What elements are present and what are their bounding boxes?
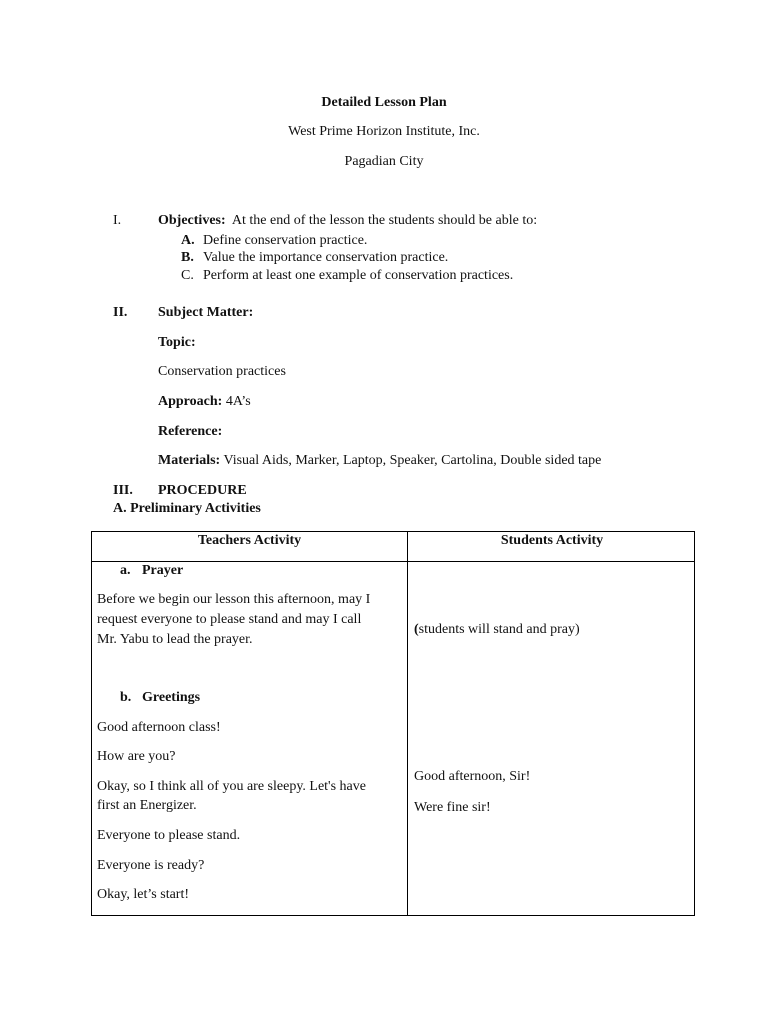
greetings-line-1: Good afternoon class! [97,720,221,735]
table-header-divider [92,561,694,562]
materials-label: Materials: [158,453,221,468]
topic-value: Conservation practices [158,364,286,379]
table-column-divider [407,532,408,915]
city-name: Pagadian City [344,154,424,169]
prayer-title: Prayer [142,563,184,578]
procedure-label: PROCEDURE [158,483,247,498]
section-numeral-subject: II. [113,305,128,320]
materials-value: Visual Aids, Marker, Laptop, Speaker, Cartolina, Double sided tape [223,453,602,468]
greetings-line-2: How are you? [97,749,176,764]
objectives-line [158,213,537,229]
student-prayer-text: students will stand and pray) [418,622,580,637]
objective-letter-c: C. [181,268,194,283]
student-prayer-paren: ( [414,622,419,637]
subject-matter-label: Subject Matter: [158,305,254,320]
greetings-line-4: first an Energizer. [97,798,197,813]
student-prayer-response [414,622,580,638]
materials-line [158,453,601,469]
school-name: West Prime Horizon Institute, Inc. [288,124,480,139]
greetings-line-6: Everyone is ready? [97,858,205,873]
student-greeting-1: Good afternoon, Sir! [414,769,531,784]
topic-label: Topic: [158,335,196,350]
preliminary-activities-label: A. Preliminary Activities [113,501,261,516]
objective-text-a: Define conservation practice. [203,233,368,248]
objective-text-b: Value the importance conservation practice. [203,250,449,265]
greetings-line-3: Okay, so I think all of you are sleepy. Let's have [97,779,366,794]
prayer-line-3: Mr. Yabu to lead the prayer. [97,632,253,647]
greetings-title: Greetings [142,690,201,705]
greetings-letter: b. [120,690,132,705]
page-title: Detailed Lesson Plan [321,95,447,110]
teachers-activity-header: Teachers Activity [197,533,302,548]
objective-letter-b: B. [181,250,194,265]
students-activity-header: Students Activity [500,533,604,548]
objective-text-c: Perform at least one example of conservation practices. [203,268,514,283]
greetings-line-7: Okay, let’s start! [97,887,190,902]
prayer-line-2: request everyone to please stand and may I call [97,612,362,627]
prayer-letter: a. [120,563,131,578]
greetings-line-5: Everyone to please stand. [97,828,241,843]
student-greeting-2: Were fine sir! [414,800,491,815]
section-numeral-procedure: III. [113,483,133,498]
activities-table [91,531,695,916]
approach-value: 4A’s [225,394,251,409]
section-numeral-objectives: I. [113,213,122,228]
objectives-label: Objectives: [158,213,226,228]
objective-letter-a: A. [181,233,195,248]
prayer-line-1: Before we begin our lesson this afternoon, may I [97,592,371,607]
reference-label: Reference: [158,424,223,439]
objectives-intro: At the end of the lesson the students should be able to: [231,213,538,228]
approach-label: Approach: [158,394,223,409]
approach-line [158,394,251,410]
